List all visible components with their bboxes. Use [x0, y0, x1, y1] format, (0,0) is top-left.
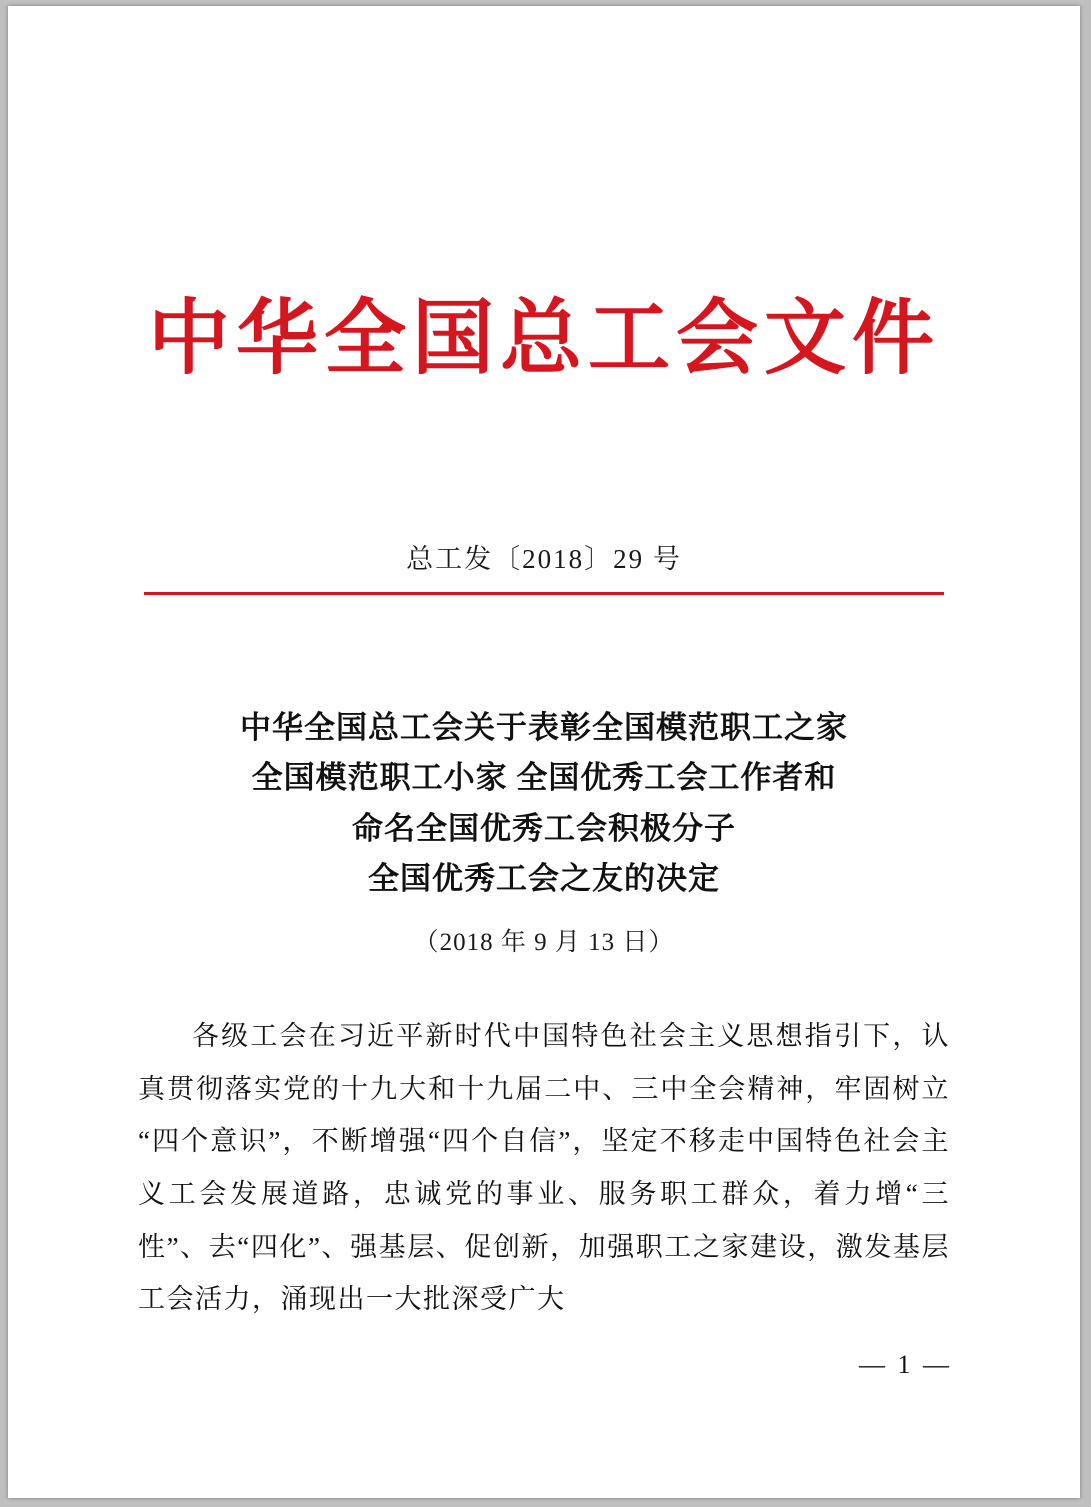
page-title-line-4: 全国优秀工会之友的决定: [368, 860, 720, 896]
body-paragraph-1: 各级工会在习近平新时代中国特色社会主义思想指引下，认真贯彻落实党的十九大和十九届二中、三中全会精神，牢固树立“四个意识”，不断增强“四个自信”，坚定不移走中国特色社会主义工会发展道路，忠诚党的事业、服务职工群众，着力增“三性”、去“四化”、强基层、促创新，加强职工之家建设，激发基层工会活力，涌现出一大批深受广大: [138, 1020, 950, 1315]
body-text: [138, 1010, 950, 1326]
issue-date: （2018 年 9 月 13 日）: [413, 928, 675, 956]
document-page: [8, 6, 1080, 1498]
letterhead-title: 中华全国总工会文件: [147, 293, 940, 384]
page-number: — 1 —: [859, 1350, 952, 1379]
page-title: [8, 703, 1080, 904]
document-number: 总工发〔2018〕29 号: [406, 544, 682, 575]
red-divider-rule: [144, 592, 944, 595]
letterhead: [8, 293, 1080, 384]
page-title-line-1: 中华全国总工会关于表彰全国模范职工之家: [240, 710, 848, 746]
page-title-line-2: 全国模范职工小家 全国优秀工会工作者和: [251, 760, 837, 796]
page-title-line-3: 命名全国优秀工会积极分子: [352, 810, 736, 846]
